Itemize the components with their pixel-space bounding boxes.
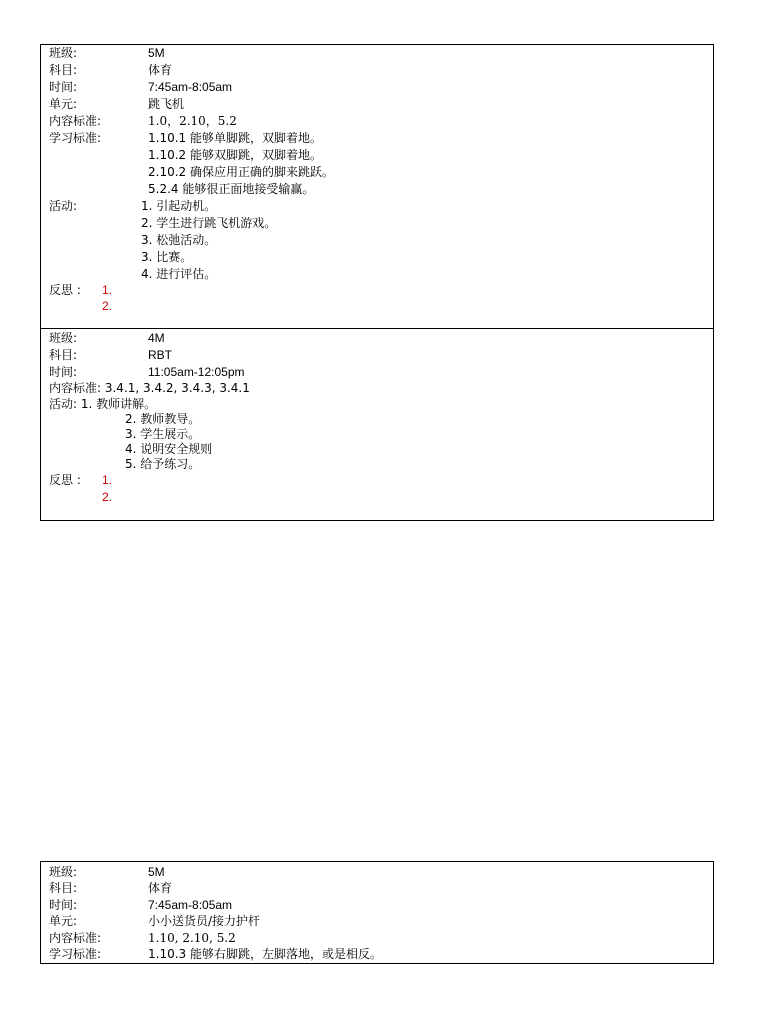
subject-label: 科目: [49,348,78,362]
unit-value: 小小送货员/接力护杆 [148,914,261,928]
activity-item: 3. 比赛。 [141,250,193,264]
reflection-item: 1. [102,473,113,487]
reflection-label: 反思 : [49,283,81,297]
content-standard-line: 内容标准: 3.4.1, 3.4.2, 3.4.3, 3.4.1 [49,381,250,395]
reflection-label: 反思 : [49,473,81,487]
activity-item: 3. 松弛活动。 [141,233,217,247]
learning-standard-item: 1.10.2 能够双脚跳，双脚着地。 [148,148,322,162]
class-label: 班级: [49,46,78,60]
learning-standard-item: 1.10.3 能够右脚跳，左脚落地，或是相反。 [148,947,382,961]
learning-standard-item: 5.2.4 能够很正面地接受输赢。 [148,182,315,196]
content-standard-value: 1.10, 2.10, 5.2 [148,931,236,945]
time-label: 时间: [49,898,78,912]
time-value: 7:45am-8:05am [148,80,233,94]
activity-item: 2. 教师教导。 [125,412,201,426]
lesson-plan-4m [40,328,714,521]
learning-standard-label: 学习标准: [49,947,102,961]
content-standard-label: 内容标准: [49,931,102,945]
learning-standard-label: 学习标准: [49,131,102,145]
activity-first-line: 活动: 1. 教师讲解。 [49,397,157,411]
class-label: 班级: [49,331,78,345]
content-standard-value: 1.0，2.10，5.2 [148,114,237,128]
content-standard-label: 内容标准: [49,114,102,128]
activity-item: 2. 学生进行跳飞机游戏。 [141,216,277,230]
activity-label: 活动: [49,199,78,213]
time-value: 11:05am-12:05pm [148,365,245,379]
learning-standard-item: 1.10.1 能够单脚跳，双脚着地。 [148,131,322,145]
activity-item: 5. 给予练习。 [125,457,201,471]
lesson-plan-5m [40,44,714,329]
unit-value: 跳飞机 [148,97,185,111]
unit-label: 单元: [49,97,78,111]
class-value: 5M [148,865,165,879]
class-label: 班级: [49,865,78,879]
learning-standard-item: 2.10.2 确保应用正确的脚来跳跃。 [148,165,334,179]
activity-item: 3. 学生展示。 [125,427,201,441]
unit-label: 单元: [49,914,78,928]
class-value: 4M [148,331,165,345]
reflection-item: 2. [102,490,113,504]
subject-label: 科目: [49,881,78,895]
reflection-item: 2. [102,299,113,313]
reflection-item: 1. [102,283,113,297]
class-value: 5M [148,46,165,60]
subject-label: 科目: [49,63,78,77]
subject-value: RBT [148,348,172,362]
activity-item: 1. 引起动机。 [141,199,217,213]
subject-value: 体育 [148,63,173,77]
lesson-plan-5m-second [40,861,714,964]
activity-item: 4. 说明安全规则 [125,442,213,456]
time-value: 7:45am-8:05am [148,898,233,912]
subject-value: 体育 [148,881,173,895]
time-label: 时间: [49,80,78,94]
time-label: 时间: [49,365,78,379]
activity-item: 4. 进行评估。 [141,267,217,281]
